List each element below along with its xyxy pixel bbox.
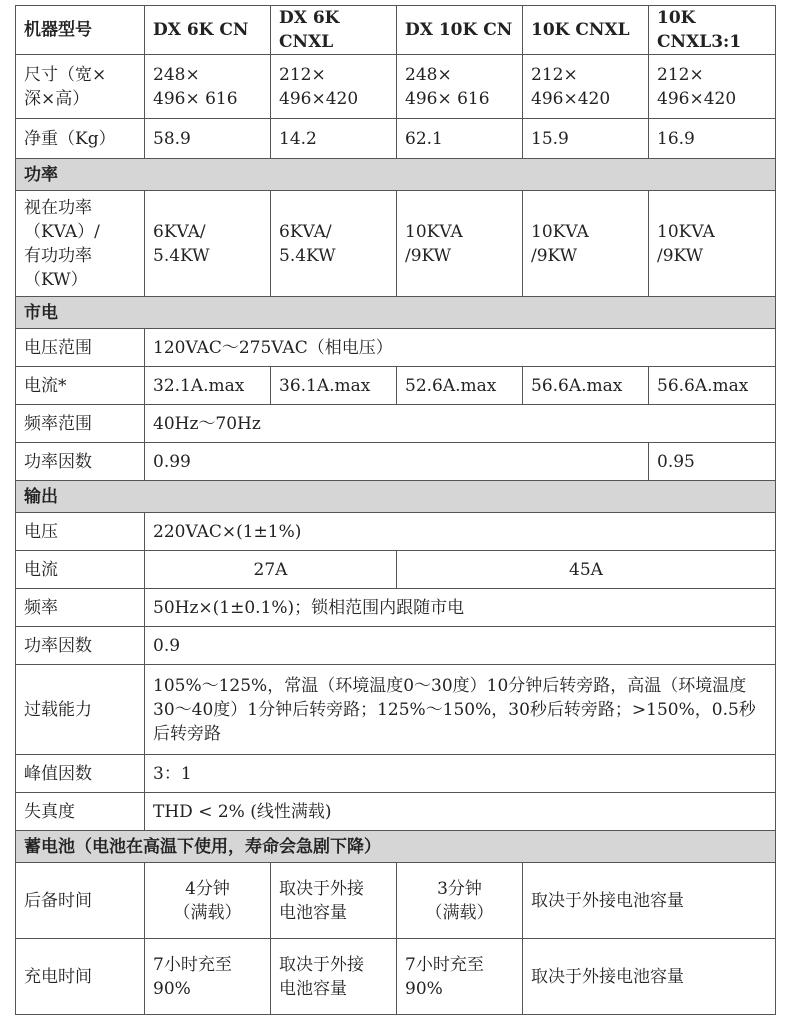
cell-value: 10KVA /9KW (397, 191, 523, 297)
cell-value: 50Hz×(1±0.1%)；锁相范围内跟随市电 (145, 589, 776, 627)
cell-value: 248× 496× 616 (397, 55, 523, 119)
model-name: 10K CNXL (523, 6, 649, 55)
cell-value: 32.1A.max (145, 367, 271, 405)
cell-value: 212× 496×420 (523, 55, 649, 119)
model-name: DX 10K CN (397, 6, 523, 55)
cell-value: 10KVA /9KW (649, 191, 776, 297)
cell-value: 3分钟 （满载） (397, 863, 523, 939)
row-label: 充电时间 (16, 939, 145, 1015)
row-label: 过载能力 (16, 665, 145, 755)
row-label: 电压范围 (16, 329, 145, 367)
cell-value: 16.9 (649, 119, 776, 159)
cell-value: 取决于外接电池容量 (523, 939, 776, 1015)
cell-value: 120VAC～275VAC（相电压） (145, 329, 776, 367)
cell-value: 6KVA/ 5.4KW (145, 191, 271, 297)
row-label: 失真度 (16, 793, 145, 831)
row-label: 功率因数 (16, 627, 145, 665)
cell-value: 0.99 (145, 443, 649, 481)
spec-table (15, 5, 776, 1015)
output-current-row (16, 551, 776, 589)
row-label: 功率因数 (16, 443, 145, 481)
cell-value: 62.1 (397, 119, 523, 159)
row-label: 净重（Kg） (16, 119, 145, 159)
row-label: 电压 (16, 513, 145, 551)
mains-current-row (16, 367, 776, 405)
power-row (16, 191, 776, 297)
cell-value: 52.6A.max (397, 367, 523, 405)
cell-value: 212× 496×420 (271, 55, 397, 119)
battery-charge-row (16, 939, 776, 1015)
cell-value: 取决于外接 电池容量 (271, 939, 397, 1015)
battery-backup-row (16, 863, 776, 939)
cell-value: 取决于外接 电池容量 (271, 863, 397, 939)
cell-value: 58.9 (145, 119, 271, 159)
cell-value: 14.2 (271, 119, 397, 159)
section-output (16, 481, 776, 513)
model-name: 10K CNXL3:1 (649, 6, 776, 55)
mains-power-factor-row (16, 443, 776, 481)
cell-value: 6KVA/ 5.4KW (271, 191, 397, 297)
cell-value: 248× 496× 616 (145, 55, 271, 119)
section-power (16, 159, 776, 191)
row-label: 峰值因数 (16, 755, 145, 793)
cell-value: 10KVA /9KW (523, 191, 649, 297)
cell-value: 3：1 (145, 755, 776, 793)
section-title: 功率 (16, 159, 776, 191)
row-label: 频率 (16, 589, 145, 627)
size-row (16, 55, 776, 119)
cell-value: 56.6A.max (523, 367, 649, 405)
header-row (16, 6, 776, 55)
mains-frequency-row (16, 405, 776, 443)
cell-value: 7小时充至 90% (145, 939, 271, 1015)
cell-value: THD < 2% (线性满载) (145, 793, 776, 831)
model-name: DX 6K CNXL (271, 6, 397, 55)
cell-value: 4分钟 （满载） (145, 863, 271, 939)
cell-value: 45A (397, 551, 776, 589)
section-mains (16, 297, 776, 329)
row-label: 频率范围 (16, 405, 145, 443)
mains-voltage-row (16, 329, 776, 367)
cell-value: 220VAC×(1±1%) (145, 513, 776, 551)
cell-value: 36.1A.max (271, 367, 397, 405)
cell-value: 105%～125%，常温（环境温度0～30度）10分钟后转旁路，高温（环境温度30～40度）1分钟后转旁路；125%～150%，30秒后转旁路；>150%，0.5秒后转旁路 (145, 665, 776, 755)
row-label: 视在功率 （KVA）/ 有功功率 （KW） (16, 191, 145, 297)
output-voltage-row (16, 513, 776, 551)
cell-value: 40Hz～70Hz (145, 405, 776, 443)
cell-value: 0.95 (649, 443, 776, 481)
cell-value: 56.6A.max (649, 367, 776, 405)
row-label: 尺寸（宽× 深×高） (16, 55, 145, 119)
model-name: DX 6K CN (145, 6, 271, 55)
cell-value: 15.9 (523, 119, 649, 159)
output-crest-factor-row (16, 755, 776, 793)
cell-value: 27A (145, 551, 397, 589)
row-label: 电流 (16, 551, 145, 589)
output-frequency-row (16, 589, 776, 627)
output-power-factor-row (16, 627, 776, 665)
section-title: 市电 (16, 297, 776, 329)
section-battery (16, 831, 776, 863)
weight-row (16, 119, 776, 159)
section-title: 蓄电池（电池在高温下使用，寿命会急剧下降） (16, 831, 776, 863)
row-label: 电流* (16, 367, 145, 405)
output-overload-row (16, 665, 776, 755)
output-thd-row (16, 793, 776, 831)
cell-value: 取决于外接电池容量 (523, 863, 776, 939)
header-label: 机器型号 (16, 6, 145, 55)
section-title: 输出 (16, 481, 776, 513)
cell-value: 7小时充至 90% (397, 939, 523, 1015)
cell-value: 212× 496×420 (649, 55, 776, 119)
row-label: 后备时间 (16, 863, 145, 939)
cell-value: 0.9 (145, 627, 776, 665)
